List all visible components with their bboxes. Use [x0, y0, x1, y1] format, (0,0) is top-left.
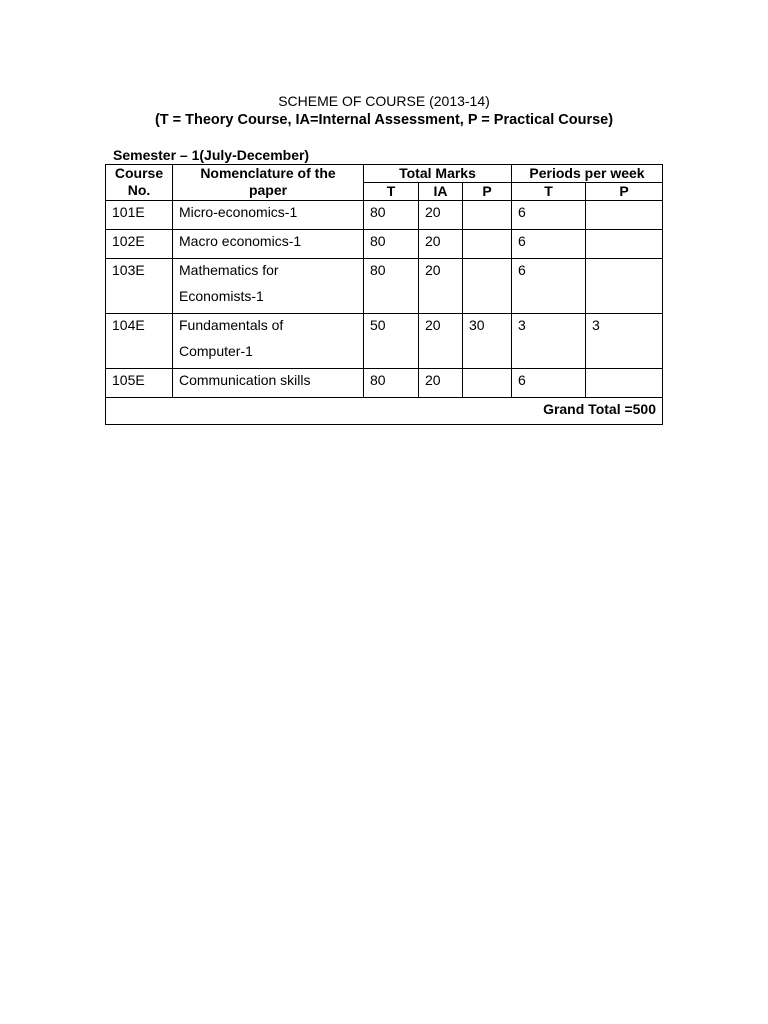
cell-marks-p [463, 201, 512, 230]
cell-marks-p [463, 259, 512, 314]
header-periods-p: P [586, 183, 663, 201]
header-nomenclature-line1: Nomenclature of the [200, 165, 336, 181]
document-title: SCHEME OF COURSE (2013-14) [278, 93, 490, 109]
cell-marks-ia: 20 [419, 201, 463, 230]
cell-periods-t: 6 [512, 369, 586, 398]
cell-marks-ia: 20 [419, 259, 463, 314]
grand-total: Grand Total =500 [106, 398, 663, 425]
cell-marks-ia: 20 [419, 314, 463, 369]
header-periods-per-week: Periods per week [512, 165, 663, 183]
cell-marks-p [463, 230, 512, 259]
header-course-no [106, 165, 173, 201]
semester-heading: Semester – 1(July-December) [113, 147, 310, 163]
cell-marks-t: 80 [364, 201, 419, 230]
header-marks-t: T [364, 183, 419, 201]
cell-course-no: 103E [106, 259, 173, 314]
cell-paper-name: Communication skills [173, 369, 364, 398]
cell-marks-t: 50 [364, 314, 419, 369]
header-marks-p: P [463, 183, 512, 201]
header-nomenclature-line2: paper [248, 182, 288, 198]
table-row [106, 369, 663, 398]
cell-marks-p [463, 369, 512, 398]
cell-course-no: 105E [106, 369, 173, 398]
cell-paper-name [173, 259, 364, 314]
cell-marks-t: 80 [364, 369, 419, 398]
cell-marks-ia: 20 [419, 369, 463, 398]
cell-periods-p [586, 259, 663, 314]
cell-marks-p: 30 [463, 314, 512, 369]
cell-marks-ia: 20 [419, 230, 463, 259]
table-row [106, 314, 663, 369]
cell-course-no: 104E [106, 314, 173, 369]
paper-name-line1: Mathematics for [179, 262, 279, 278]
table-row [106, 259, 663, 314]
header-periods-t: T [512, 183, 586, 201]
cell-marks-t: 80 [364, 230, 419, 259]
table-row [106, 201, 663, 230]
header-row-1 [106, 165, 663, 183]
course-scheme-table [105, 164, 663, 425]
paper-name-line1: Fundamentals of [179, 317, 284, 333]
cell-paper-name: Micro-economics-1 [173, 201, 364, 230]
cell-periods-p [586, 230, 663, 259]
cell-periods-t: 6 [512, 259, 586, 314]
cell-course-no: 101E [106, 201, 173, 230]
cell-periods-p [586, 201, 663, 230]
paper-name-line2: Computer-1 [179, 343, 253, 359]
paper-name-line2: Economists-1 [179, 288, 264, 304]
table-row [106, 230, 663, 259]
cell-periods-t: 6 [512, 230, 586, 259]
cell-course-no: 102E [106, 230, 173, 259]
cell-paper-name [173, 314, 364, 369]
cell-periods-p [586, 369, 663, 398]
header-total-marks: Total Marks [364, 165, 512, 183]
header-course-no-line2: No. [127, 182, 151, 198]
cell-periods-t: 6 [512, 201, 586, 230]
cell-periods-t: 3 [512, 314, 586, 369]
cell-periods-p: 3 [586, 314, 663, 369]
header-marks-ia: IA [419, 183, 463, 201]
cell-marks-t: 80 [364, 259, 419, 314]
document-subtitle: (T = Theory Course, IA=Internal Assessment, P = Practical Course) [154, 112, 614, 128]
header-nomenclature [173, 165, 364, 201]
cell-paper-name: Macro economics-1 [173, 230, 364, 259]
header-course-no-line1: Course [114, 165, 164, 181]
grand-total-row [106, 398, 663, 425]
